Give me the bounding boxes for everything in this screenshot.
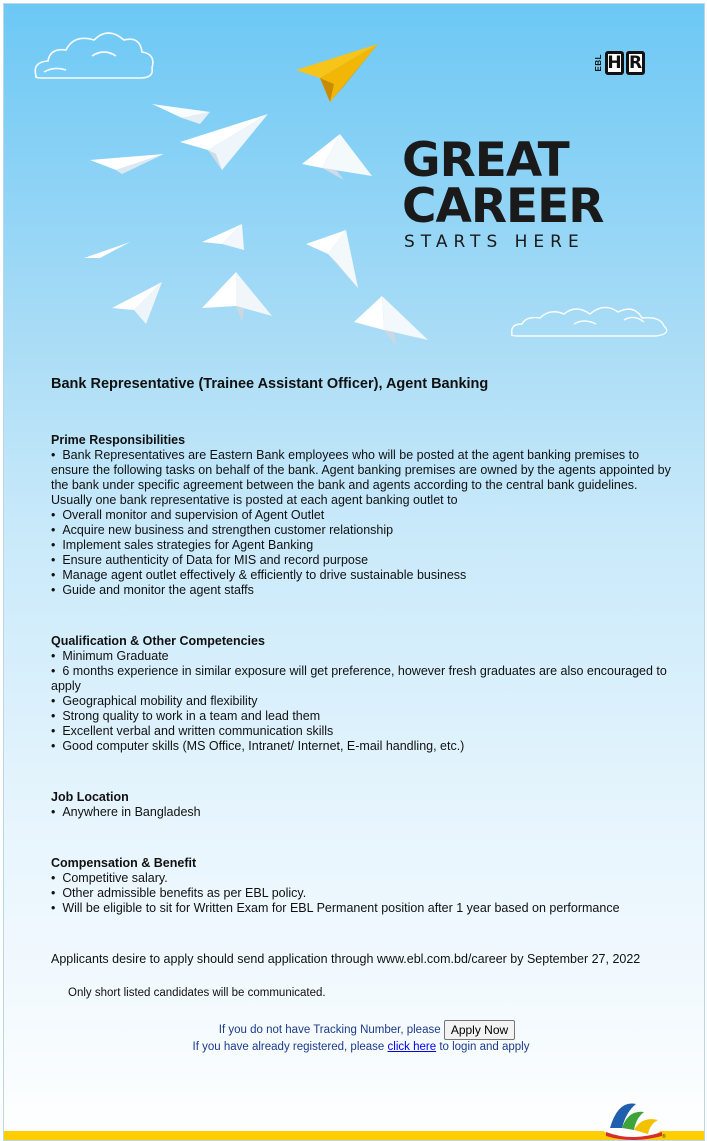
section-heading: Job Location <box>51 790 129 804</box>
list-item: • Acquire new business and strengthen customer relationship <box>51 523 671 538</box>
ebl-bank-logo-icon <box>596 1092 676 1141</box>
svg-text:®: ® <box>662 1134 666 1140</box>
qualification-list <box>51 649 671 754</box>
location-list <box>51 805 671 820</box>
ebl-hr-logo <box>594 48 647 78</box>
list-item: • Bank Representatives are Eastern Bank employees who will be posted at the agent banking premises to ensure the following tasks on behalf of the bank. Agent banking premises are owned by the agents appointed by the bank under specific agreement between the bank and agents according to the central bank guidelines. Usually one bank representative is posted at each agent banking outlet to <box>51 448 671 508</box>
section-heading: Compensation & Benefit <box>51 856 197 870</box>
paper-plane-icon <box>302 134 372 180</box>
paper-plane-icon <box>112 282 162 324</box>
hero-headline <box>402 133 604 252</box>
headline-tagline: STARTS HERE <box>404 232 585 252</box>
list-item: • Manage agent outlet effectively & efficiently to drive sustainable business <box>51 568 671 583</box>
list-item: • Overall monitor and supervision of Agent Outlet <box>51 508 671 523</box>
cloud-icon <box>512 307 667 336</box>
list-item: • Other admissible benefits as per EBL policy. <box>51 886 671 901</box>
list-item: • Strong quality to work in a team and lead them <box>51 709 671 724</box>
compensation-list <box>51 871 671 916</box>
shortlist-note: Only short listed candidates will be communicated. <box>68 987 326 999</box>
list-item: • Good computer skills (MS Office, Intranet/ Internet, E-mail handling, etc.) <box>51 739 671 754</box>
list-item: • Geographical mobility and flexibility <box>51 694 671 709</box>
paper-plane-icon <box>90 154 164 174</box>
logo-letter-r: R <box>626 51 645 75</box>
section-location <box>51 790 671 820</box>
paper-plane-icon <box>202 272 272 322</box>
registered-login-row <box>51 1040 671 1055</box>
tracking-apply-row <box>51 1020 677 1040</box>
list-item: • Ensure authenticity of Data for MIS and record purpose <box>51 553 671 568</box>
headline-line-1: GREAT <box>402 133 569 188</box>
list-item: • Guide and monitor the agent staffs <box>51 583 671 598</box>
list-item: • Minimum Graduate <box>51 649 671 664</box>
application-deadline-text: Applicants desire to apply should send application through www.ebl.com.bd/career by September 27, 2022 <box>51 952 641 966</box>
responsibilities-list <box>51 448 671 598</box>
section-responsibilities <box>51 433 671 598</box>
tracking-prompt: If you do not have Tracking Number, please <box>218 1024 441 1037</box>
apply-now-button[interactable]: Apply Now <box>444 1020 515 1040</box>
paper-plane-icon <box>306 230 358 288</box>
paper-plane-icon <box>180 114 268 170</box>
job-title: Bank Representative (Trainee Assistant Officer), Agent Banking <box>51 376 489 392</box>
click-here-login-link[interactable]: click here <box>387 1041 437 1053</box>
section-qualification <box>51 634 671 754</box>
registered-prompt: If you have already registered, please <box>192 1041 385 1053</box>
section-heading: Prime Responsibilities <box>51 433 186 447</box>
list-item: • Will be eligible to sit for Written Exam for EBL Permanent position after 1 year based on performance <box>51 901 671 916</box>
list-item: • Anywhere in Bangladesh <box>51 805 671 820</box>
logo-ebl-text: EBL <box>594 54 603 72</box>
paper-plane-icon <box>354 296 428 346</box>
hero-banner <box>4 4 704 354</box>
list-item: • 6 months experience in similar exposure will get preference, however fresh graduates are also encouraged to apply <box>51 664 671 694</box>
paper-plane-icon <box>152 104 210 124</box>
paper-plane-icon <box>296 44 378 102</box>
section-heading: Qualification & Other Competencies <box>51 634 265 648</box>
paper-plane-icon <box>202 224 244 250</box>
paper-plane-icon <box>84 242 130 258</box>
list-item: • Implement sales strategies for Agent Banking <box>51 538 671 553</box>
section-compensation <box>51 856 671 916</box>
headline-line-2: CAREER <box>402 179 604 234</box>
list-item: • Excellent verbal and written communication skills <box>51 724 671 739</box>
job-posting-page <box>3 3 705 1141</box>
list-item: • Competitive salary. <box>51 871 671 886</box>
logo-letter-h: H <box>605 51 624 75</box>
login-suffix: to login and apply <box>439 1041 530 1053</box>
cloud-icon <box>35 33 153 78</box>
